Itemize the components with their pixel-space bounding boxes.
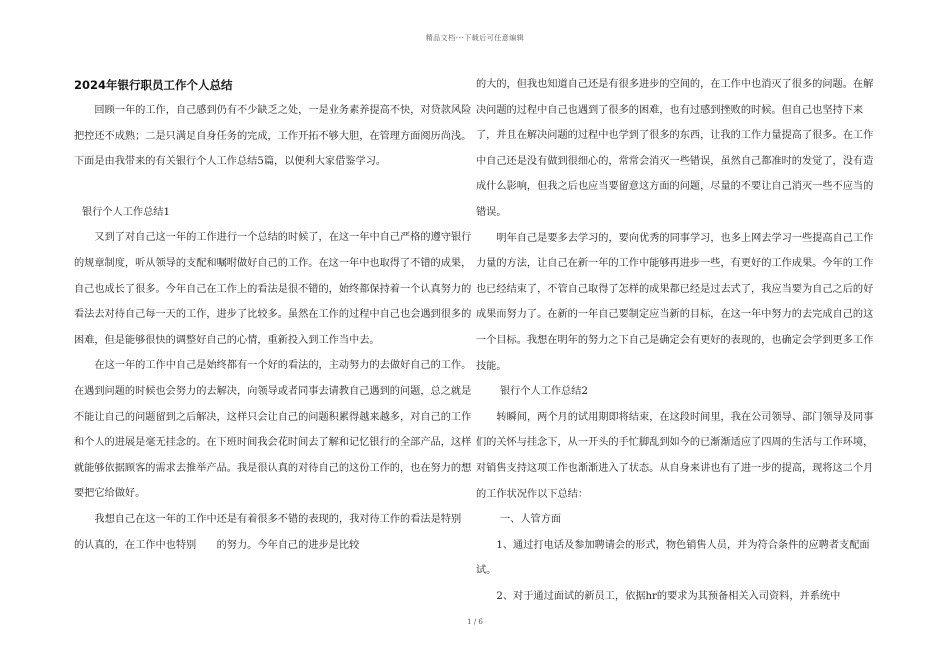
paragraph: 转瞬间，两个月的试用期即将结束，在这段时间里，我在公司领导、部门领导及同事们的关怀与挂念下，从一开头的手忙脚乱到如今的已渐渐适应了四周的生活与工作环境，对销售支持这项工作也渐渐进入了状态。从自身来讲也有了进一步的提高，现将这二个月的工作状况作以下总结： xyxy=(476,411,874,500)
document-title: 2024年银行职员工作个人总结 xyxy=(74,78,233,92)
paragraph: 又到了对自己这一年的工作进行一个总结的时候了，在这一年中自己严格的遵守银行的规章制度，听从领导的支配和嘱咐做好自己的工作。在这一年中也取得了不错的成果，自己也成长了很多。今年自己在工作上的看法是很不错的，始终都保持着一个认真努力的看法去对待自己每一天的工作，进步了比较多。虽然在工作的过程中自己也会遇到很多的困难，但是能够很快的调整好自己的心情，重新投入到工作当中去。 xyxy=(74,232,472,346)
page-header: 精品文档---下载后可任意编辑 xyxy=(425,34,525,42)
right-column xyxy=(476,72,876,609)
paragraph: 我想自己在这一年的工作中还是有着很多不错的表现的，我对待工作的看法是特别 的认真的，在工作中也特别 的努力。今年自己的进步是比较 xyxy=(74,513,482,551)
paragraph: 明年自己是要多去学习的，要向优秀的同事学习，也多上网去学习一些提高自己工作力量的方法，让自己在新一年的工作中能够再进步一些，有更好的工作成果。今年的工作也已经结束了，不管自己取得了怎样的成果都已经是过去式了，我应当要为自己之后的好成果而努力了。在新的一年自己要制定应当新的目标，在这一年中努力的去完成自己的这一个目标。我想在明年的努力之下自己是确定会有更好的表现的，也确定会学到更多工作技能。 xyxy=(476,232,874,372)
paragraph-continued: 的大的，但我也知道自己还是有很多进步的空间的，在工作中也消灭了很多的问题。在解决问题的过程中自己也遇到了很多的困难，也有过感到挫败的时候。但自己也坚持下来了，并且在解决问题的过程中也学到了很多的东西，让我的工作力量提高了很多。在工作中自己还是没有做到很细心的，常常会消灭一些错误，虽然自己都准时的发觉了，没有造成什么影响，但我之后也应当要留意这方面的问题，尽量的不要让自己消灭一些不应当的错误。 xyxy=(476,79,874,218)
subsection-heading: 一、人管方面 xyxy=(500,514,562,526)
section-heading-1: 银行个人工作总结1 xyxy=(82,206,170,218)
list-item: 2、对于通过面试的新员工，依据hr的要求为其预备相关入司资料，并系统中 xyxy=(496,590,841,602)
list-item: 1、通过打电话及参加聘请会的形式，物色销售人员，并为符合条件的应聘者支配面试。 xyxy=(476,539,870,577)
page-number: 1 / 6 xyxy=(467,618,483,626)
intro-paragraph: 回顾一年的工作，自己感到仍有不少缺乏之处，一是业务素养提高不快，对贷款风险把控还不成熟；二是只满足自身任务的完成，工作开拓不够大胆，在管理方面阅历尚浅。下面是由我带来的有关银行个人工作总结5篇，以便利大家借鉴学习。 xyxy=(74,105,472,168)
paragraph: 在这一年的工作中自己是始终都有一个好的看法的，主动努力的去做好自己的工作。在遇到问题的时候也会努力的去解决，向领导或者同事去请教自己遇到的问题，总之就是不能让自己的问题留到之后解决，这样只会让自己的问题积累得越来越多，对自己的工作和个人的进展是毫无挂念的。在下班时间我会花时间去了解和记忆银行的全部产品，这样就能够依据顾客的需求去推举产品。我是很认真的对待自己的这份工作的，也在努力的想要把它给做好。 xyxy=(74,360,472,500)
section-heading-2: 银行个人工作总结2 xyxy=(500,386,588,398)
left-column xyxy=(74,72,482,558)
